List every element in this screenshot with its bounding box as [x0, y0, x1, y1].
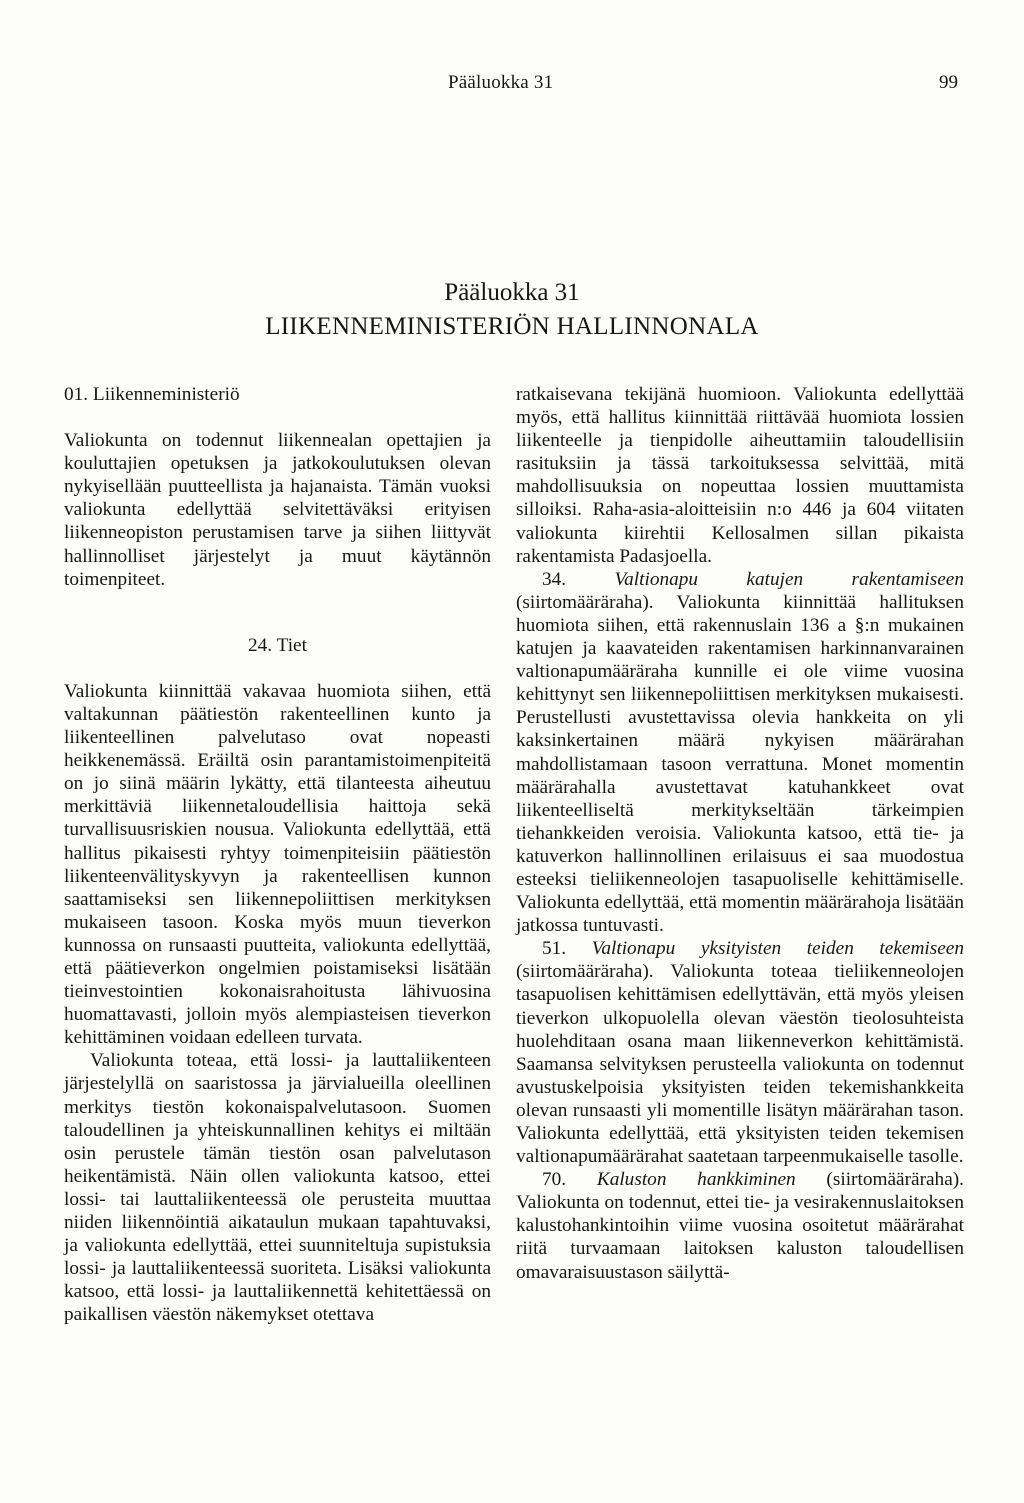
section-24-heading: 24. Tiet	[248, 634, 307, 656]
item-70-paragraph	[516, 1168, 964, 1283]
item-51-title: Valtionapu yksityisten teiden tekemiseen	[591, 938, 964, 960]
item-34-title: Valtionapu katujen rakentamiseen	[614, 568, 965, 590]
item-34-text: (siirtomääräraha). Valiokunta kiinnittää hallituksen huomiota siihen, että rakennuslain 136 a §:n mukainen katujen ja kaavateiden rakentamisen harkinnanvarainen valtionapumääräraha kunnille ei ole viime vuosina kehittynyt sen liikennepoliittisen merkityksen mukaisesti. Perustellusti avustettavissa olevia hankkeita on yli kaksinkertainen määrä nykyisen määrärahan mahdollistamaan tasoon verrattuna. Monet momentin määrärahalla avustettavat katuhankkeet ovat liikenteelliseltä merkitykseltään tärkeimpien tiehankkeiden veroisia. Valiokunta katsoo, että tie- ja katuverkon hallinnollinen erilaisuus ei saa muodostua esteeksi tieliikenneolojen tasapuoliselle kehittämiselle. Valiokunta edellyttää, että momentin määrärahoja lisätään jatkossa tuntuvasti.	[516, 591, 964, 937]
running-head: Pääluokka 31	[448, 72, 554, 93]
right-column	[516, 383, 964, 1284]
section-24-paragraph-1: Valiokunta kiinnittää vakavaa huomiota siihen, että valtakunnan päätiestön rakenteellinen kunto ja liikenteellinen palvelutaso ovat nopeasti heikkenemässä. Eräiltä osin parantamistoimenpiteitä on jo siinä määrin lykätty, että tilanteesta aiheutuu merkittäviä liikennetaloudellisia haittoja sekä turvallisuusriskien nousua. Valiokunta edellyttää, että hallitus pikaisesti ryhtyy toimenpiteisiin päätiestön liikenteenvälityskyvyn ja rakenteellisen kunnon saattamiseksi sen liikennepoliittisen merkityksen mukaiseen tasoon. Koska myös muun tieverkon kunnossa on runsaasti puutteita, valiokunta edellyttää, että päätieverkon ongelmien poistamiseksi lisätään tieinvestointien kokonaisrahoitusta lähivuosina huomattavasti, jolloin myös alempiasteisen tieverkon kehittäminen voidaan edelleen turvata.	[64, 680, 491, 1049]
page-number: 99	[939, 72, 958, 93]
item-70-number: 70.	[542, 1169, 567, 1191]
chapter-main-title: Pääluokka 31	[444, 279, 580, 306]
item-51-text: (siirtomääräraha). Valiokunta toteaa tieliikenneolojen tasapuolisen kehittämisen edellyttävän, että myös yleisen tieverkon ulkopuolella olevan väestön tieolosuhteista huolehditaan osana maan liikenneverkon kehittämistä. Saamansa selvityksen perusteella valiokunta on todennut avustuskelpoisia yksityisten teiden tekemishankkeita olevan runsaasti yli momentille lisätyn määrärahan tason. Valiokunta edellyttää, että yksityisten teiden tekemisen valtionapumäärärahat saatetaan tarpeenmukaiselle tasolle.	[516, 961, 964, 1168]
item-70-title: Kaluston hankkiminen	[596, 1169, 796, 1191]
continued-paragraph: ratkaisevana tekijänä huomioon. Valiokunta edellyttää myös, että hallitus kiinnittää riittävää huomiota lossien liikenteelle ja tienpidolle aiheuttamiin taloudellisiin rasituksiin ja tässä tarkoituksessa selvittää, mitä mahdollisuuksia on nopeuttaa lossien muuttamista silloiksi. Raha-asia-aloitteisiin n:o 446 ja 604 viitaten valiokunta kiirehtii Kellosalmen sillan pikaista rakentamista Padasjoella.	[516, 384, 964, 567]
section-01-paragraph: Valiokunta on todennut liikennealan opettajien ja kouluttajien opetuksen ja jatkokoulutuksen olevan nykyisellään puutteellista ja hajanaista. Tämän vuoksi valiokunta edellyttää selvitettäväksi erityisen liikenneopiston perustamisen tarve ja siihen liittyvät hallinnolliset järjestelyt ja muut käytännön toimenpiteet.	[64, 430, 491, 590]
chapter-subtitle: LIIKENNEMINISTERIÖN HALLINNONALA	[265, 313, 759, 340]
item-51-number: 51.	[542, 938, 567, 960]
item-51-paragraph	[516, 937, 964, 1168]
section-01-heading: 01. Liikenneministeriö	[64, 384, 240, 405]
left-column	[64, 383, 491, 1326]
chapter-title	[0, 276, 1024, 344]
item-70-text: (siirtomääräraha). Valiokunta on todennut, ettei tie- ja vesirakennuslaitoksen kalustohankintoihin viime vuosina osoitetut määrärahat riitä turvaamaan laitoksen kaluston taloudellisen omavaraisuustason säilyttä-	[516, 1169, 964, 1283]
item-34-number: 34.	[542, 568, 567, 590]
section-24-paragraph-2: Valiokunta toteaa, että lossi- ja lauttaliikenteen järjestelyllä on saaristossa ja järvialueilla oleellinen merkitys tiestön kokonaispalvelutasoon. Suomen taloudellinen ja yhteiskunnallinen kehitys ei miltään osin perustele tämän tiestön osan palvelutason heikentämistä. Näin ollen valiokunta katsoo, ettei lossi- tai lauttaliikenteessä ole perusteita muuttaa niiden liikennöintiä aikataulun mukaan tapahtuvaksi, ja valiokunta edellyttää, ettei suunniteltuja supistuksia lossi- ja lauttaliikenteessä suoriteta. Lisäksi valiokunta katsoo, että lossi- ja lauttaliikennettä kehitettäessä on paikallisen väestön näkemykset otettava	[64, 1050, 491, 1326]
item-34-paragraph	[516, 568, 964, 938]
